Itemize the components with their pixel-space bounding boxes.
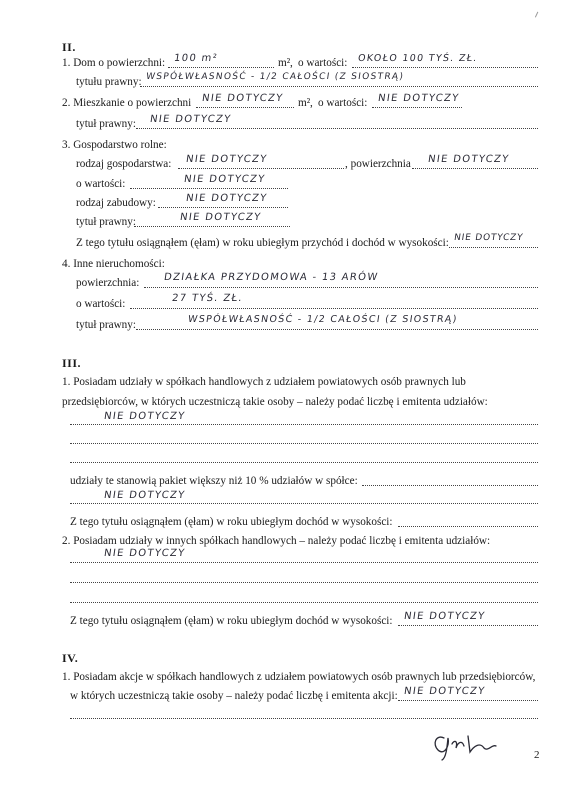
farm-title-dots xyxy=(134,226,290,227)
farm-type-hw: NIE DOTYCZY xyxy=(185,154,269,165)
other-shares-dots-3 xyxy=(70,602,538,603)
shares-text-1: 1. Posiadam udziały w spółkach handlowych z udziałem powiatowych osób prawnych lub xyxy=(62,376,466,388)
shares-text-2: przedsiębiorców, w których uczestniczą takie osoby – należy podać liczbę i emitenta udziałów: xyxy=(62,396,488,408)
farm-area-label: , powierzchnia xyxy=(345,158,411,170)
other-shares-dots-1 xyxy=(70,562,538,563)
other-title-hw: WSPÓŁWŁASNOŚĆ - 1/2 CAŁOŚCI (Z SIOSTRĄ) xyxy=(187,314,459,325)
shares-answer-dots-3 xyxy=(70,462,538,463)
apartment-area-unit: m², xyxy=(298,97,313,109)
apartment-title-hw: NIE DOTYCZY xyxy=(149,114,233,125)
stocks-answer-hw: NIE DOTYCZY xyxy=(403,686,487,697)
signature-initials xyxy=(430,726,500,762)
farm-title-hw: NIE DOTYCZY xyxy=(179,212,263,223)
other-area-hw: DZIAŁKA PRZYDOMOWA - 13 ARÓW xyxy=(163,272,380,283)
house-title-hw: WSPÓŁWŁASNOŚĆ - 1/2 CAŁOŚCI (Z SIOSTRĄ) xyxy=(145,72,405,82)
other-shares-text: 2. Posiadam udziały w innych spółkach handlowych – należy podać liczbę i emitenta udziałów: xyxy=(62,535,491,547)
shares-answer-hw: NIE DOTYCZY xyxy=(103,411,187,422)
farm-buildings-label: rodzaj zabudowy: xyxy=(76,197,156,209)
apartment-value-hw: NIE DOTYCZY xyxy=(377,93,461,104)
other-shares-dots-2 xyxy=(70,582,538,583)
apartment-title-label: tytuł prawny: xyxy=(76,118,136,130)
farm-income-label: Z tego tytułu osiągnąłem (ęłam) w roku ubiegłym przychód i dochód w wysokości: xyxy=(76,237,449,249)
apartment-value-label: o wartości: xyxy=(318,97,368,109)
farm-income-hw: NIE DOTYCZY xyxy=(453,233,524,243)
other-property-label: 4. Inne nieruchomości: xyxy=(62,258,165,270)
house-area-dots xyxy=(168,67,274,68)
other-shares-income-hw: NIE DOTYCZY xyxy=(403,611,487,622)
farm-area-hw: NIE DOTYCZY xyxy=(427,154,511,165)
scan-mark xyxy=(535,12,540,19)
shares-pakiet-answer-dots xyxy=(70,503,538,504)
other-value-hw: 27 TYŚ. ZŁ. xyxy=(171,293,244,304)
farm-buildings-hw: NIE DOTYCZY xyxy=(185,193,269,204)
farm-title-label: tytuł prawny: xyxy=(76,216,136,228)
stocks-text-1: 1. Posiadam akcje w spółkach handlowych z udziałem powiatowych osób prawnych lub przedsiębiorców, xyxy=(62,671,536,683)
farm-value-dots xyxy=(130,188,288,189)
farm-type-label: rodzaj gospodarstwa: xyxy=(76,158,172,170)
farm-income-dots xyxy=(449,247,538,248)
house-value-label: o wartości: xyxy=(298,57,348,69)
house-title-dots xyxy=(140,86,538,87)
other-area-dots xyxy=(144,287,538,288)
shares-pakiet-dots xyxy=(362,485,538,486)
apartment-label: 2. Mieszkanie o powierzchni xyxy=(62,97,192,109)
other-value-label: o wartości: xyxy=(76,298,126,310)
section-ii-heading: II. xyxy=(62,40,76,54)
farm-buildings-dots xyxy=(158,207,288,208)
house-value-dots xyxy=(352,67,538,68)
shares-income-dots xyxy=(398,526,538,527)
other-shares-hw: NIE DOTYCZY xyxy=(103,548,187,559)
apartment-area-dots xyxy=(196,107,294,108)
apartment-title-dots xyxy=(136,128,538,129)
page-number: 2 xyxy=(534,749,540,761)
house-title-label: tytułu prawny: xyxy=(76,76,142,88)
farm-area-dots xyxy=(412,168,538,169)
shares-income-label: Z tego tytułu osiągnąłem (ęłam) w roku ubiegłym dochód w wysokości: xyxy=(70,516,393,528)
farm-label: 3. Gospodarstwo rolne: xyxy=(62,139,167,151)
farm-type-dots xyxy=(178,168,344,169)
section-iv-heading: IV. xyxy=(62,651,79,665)
other-shares-income-label: Z tego tytułu osiągnąłem (ęłam) w roku ubiegłym dochód w wysokości: xyxy=(70,615,393,627)
stocks-answer-dots-2 xyxy=(70,718,538,719)
stocks-answer-dots xyxy=(398,700,538,701)
other-area-label: powierzchnia: xyxy=(76,277,140,289)
shares-answer-dots-2 xyxy=(70,443,538,444)
shares-pakiet-label: udziały te stanowią pakiet większy niż 10 % udziałów w spółce: xyxy=(70,475,358,487)
farm-value-hw: NIE DOTYCZY xyxy=(183,174,267,185)
stocks-text-2: w których uczestniczą takie osoby – należy podać liczbę i emitenta akcji: xyxy=(70,690,398,702)
shares-answer-dots-1 xyxy=(70,424,538,425)
section-iii-heading: III. xyxy=(62,356,82,370)
house-area-unit: m², xyxy=(278,57,293,69)
other-shares-income-dots xyxy=(398,625,538,626)
apartment-area-hw: NIE DOTYCZY xyxy=(201,93,285,104)
house-area-hw: 100 m² xyxy=(173,53,219,64)
house-label: 1. Dom o powierzchni: xyxy=(62,57,166,69)
shares-pakiet-hw: NIE DOTYCZY xyxy=(103,490,187,501)
other-value-dots xyxy=(130,308,538,309)
other-title-dots xyxy=(136,329,538,330)
apartment-value-dots xyxy=(372,107,462,108)
farm-value-label: o wartości: xyxy=(76,178,126,190)
house-value-hw: OKOŁO 100 TYŚ. ZŁ. xyxy=(357,53,479,64)
other-title-label: tytuł prawny: xyxy=(76,319,136,331)
